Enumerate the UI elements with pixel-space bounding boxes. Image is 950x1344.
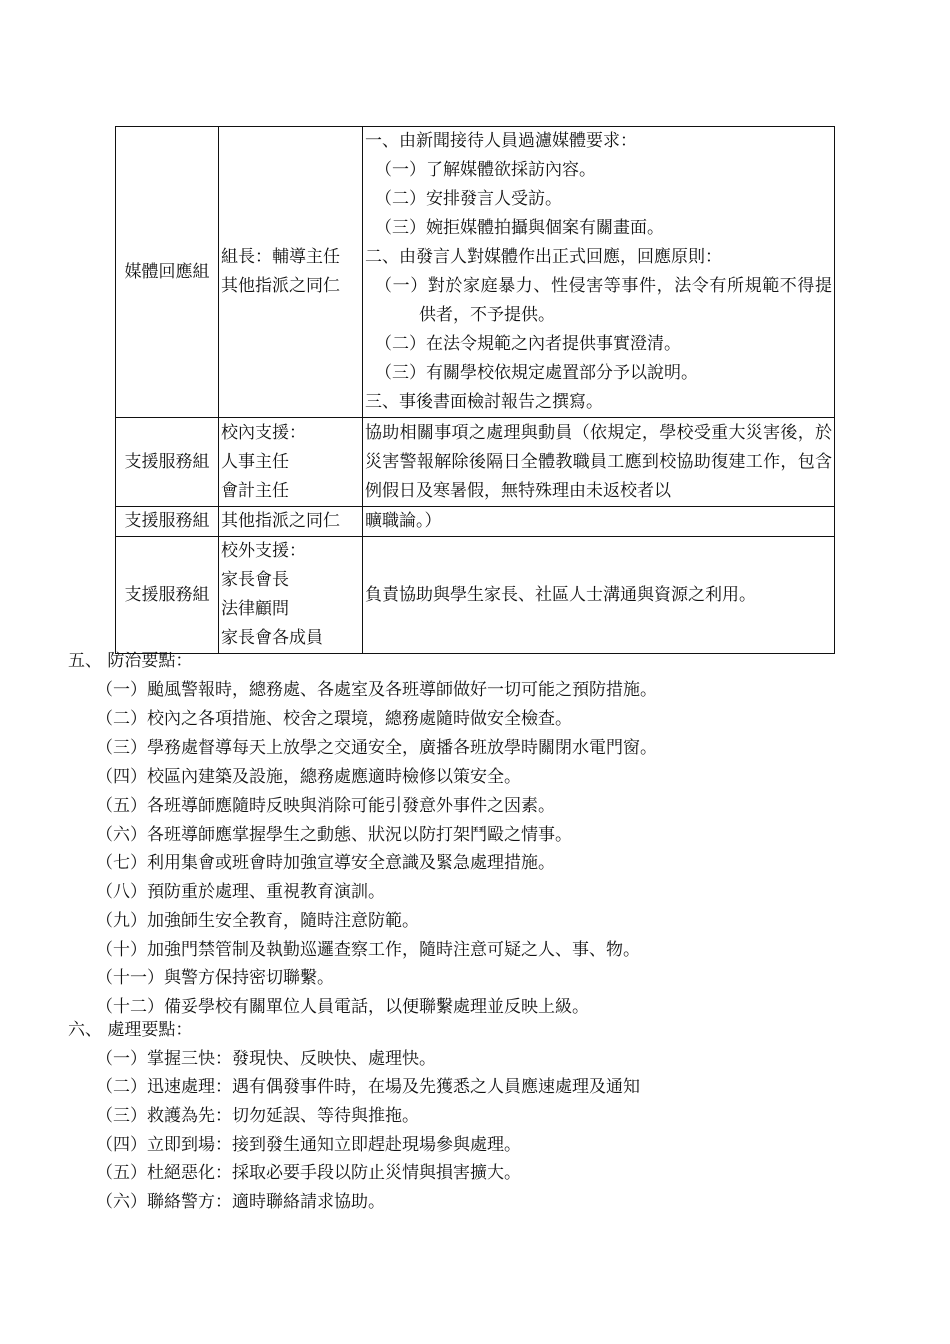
member-line: 會計主任 xyxy=(221,480,289,501)
member-line: 家長會長 xyxy=(221,570,289,590)
section-title-prevention: 五、 防治要點： xyxy=(68,651,193,671)
group-cell: 支援服務組 xyxy=(116,537,219,654)
members-cell xyxy=(219,537,363,654)
group-cell: 媒體回應組 xyxy=(116,127,219,418)
table-row xyxy=(116,507,835,537)
table-row xyxy=(116,418,835,507)
duties-cell: 負責協助與學生家長、社區人士溝通與資源之利用。 xyxy=(363,537,835,654)
list-item: （十）加強門禁管制及執勤巡邏查察工作，隨時注意可疑之人、事、物。 xyxy=(96,940,640,960)
table-row xyxy=(116,537,835,654)
list-item: （三）救護為先：切勿延誤、等待與推拖。 xyxy=(96,1106,419,1126)
list-item: （六）各班導師應掌握學生之動態、狀況以防打架鬥毆之情事。 xyxy=(96,825,572,845)
list-item: （二）迅速處理：遇有偶發事件時，在場及先獲悉之人員應速處理及通知 xyxy=(96,1077,640,1097)
duty-line: （一）了解媒體欲採訪內容。 xyxy=(375,160,596,180)
member-line: 校外支援： xyxy=(221,541,306,561)
table-row xyxy=(116,127,835,418)
duties-cell: 曠職論。） xyxy=(363,507,835,537)
list-item: （一）颱風警報時，總務處、各處室及各班導師做好一切可能之預防措施。 xyxy=(96,680,657,700)
members-cell xyxy=(219,127,363,418)
member-line: 校內支援： xyxy=(221,422,306,443)
duties-cell xyxy=(363,127,835,418)
duty-line: 三、事後書面檢討報告之撰寫。 xyxy=(365,392,603,412)
member-line: 人事主任 xyxy=(221,451,289,472)
list-item: （九）加強師生安全教育，隨時注意防範。 xyxy=(96,911,419,931)
list-item: （四）校區內建築及設施，總務處應適時檢修以策安全。 xyxy=(96,767,521,787)
duty-line: （二）安排發言人受訪。 xyxy=(375,189,562,209)
members-cell: 其他指派之同仁 xyxy=(219,507,363,537)
member-line: 其他指派之同仁 xyxy=(221,276,340,296)
list-item: （四）立即到場：接到發生通知立即趕赴現場參與處理。 xyxy=(96,1135,521,1155)
duties-cell: 協助相關事項之處理與動員（依規定，學校受重大災害後，於災害警報解除後隔日全體教職員工應到校協助復建工作，包含例假日及寒暑假，無特殊理由未返校者以 xyxy=(363,418,835,507)
list-item: （五）杜絕惡化：採取必要手段以防止災情與損害擴大。 xyxy=(96,1163,521,1183)
duty-line: 二、由發言人對媒體作出正式回應，回應原則： xyxy=(365,247,722,267)
section-title-handling: 六、 處理要點： xyxy=(68,1020,193,1040)
list-item: （十一）與警方保持密切聯繫。 xyxy=(96,968,334,988)
duty-line: （一）對於家庭暴力、性侵害等事件，法令有所規範不得提供者，不予提供。 xyxy=(375,276,832,325)
list-item: （七）利用集會或班會時加強宣導安全意識及緊急處理措施。 xyxy=(96,853,555,873)
list-item: （十二）備妥學校有關單位人員電話，以便聯繫處理並反映上級。 xyxy=(96,997,589,1017)
duty-line: （二）在法令規範之內者提供事實澄清。 xyxy=(375,334,681,354)
list-item: （八）預防重於處理、重視教育演訓。 xyxy=(96,882,385,902)
group-cell: 支援服務組 xyxy=(116,507,219,537)
list-item: （一）掌握三快：發現快、反映快、處理快。 xyxy=(96,1049,436,1069)
member-line: 家長會各成員 xyxy=(221,628,323,648)
list-item: （二）校內之各項措施、校舍之環境，總務處隨時做安全檢查。 xyxy=(96,709,572,729)
members-cell xyxy=(219,418,363,507)
duty-line: （三）婉拒媒體拍攝與個案有關畫面。 xyxy=(375,218,664,238)
member-line: 組長：輔導主任 xyxy=(221,247,340,267)
task-force-table xyxy=(115,126,835,654)
list-item: （六）聯絡警方：適時聯絡請求協助。 xyxy=(96,1192,385,1212)
member-line: 法律顧問 xyxy=(221,599,289,619)
list-item: （五）各班導師應隨時反映與消除可能引發意外事件之因素。 xyxy=(96,796,555,816)
list-item: （三）學務處督導每天上放學之交通安全，廣播各班放學時關閉水電門窗。 xyxy=(96,738,657,758)
group-cell: 支援服務組 xyxy=(116,418,219,507)
duty-line: （三）有關學校依規定處置部分予以說明。 xyxy=(375,363,698,383)
duty-line: 一、由新聞接待人員過濾媒體要求： xyxy=(365,131,637,151)
